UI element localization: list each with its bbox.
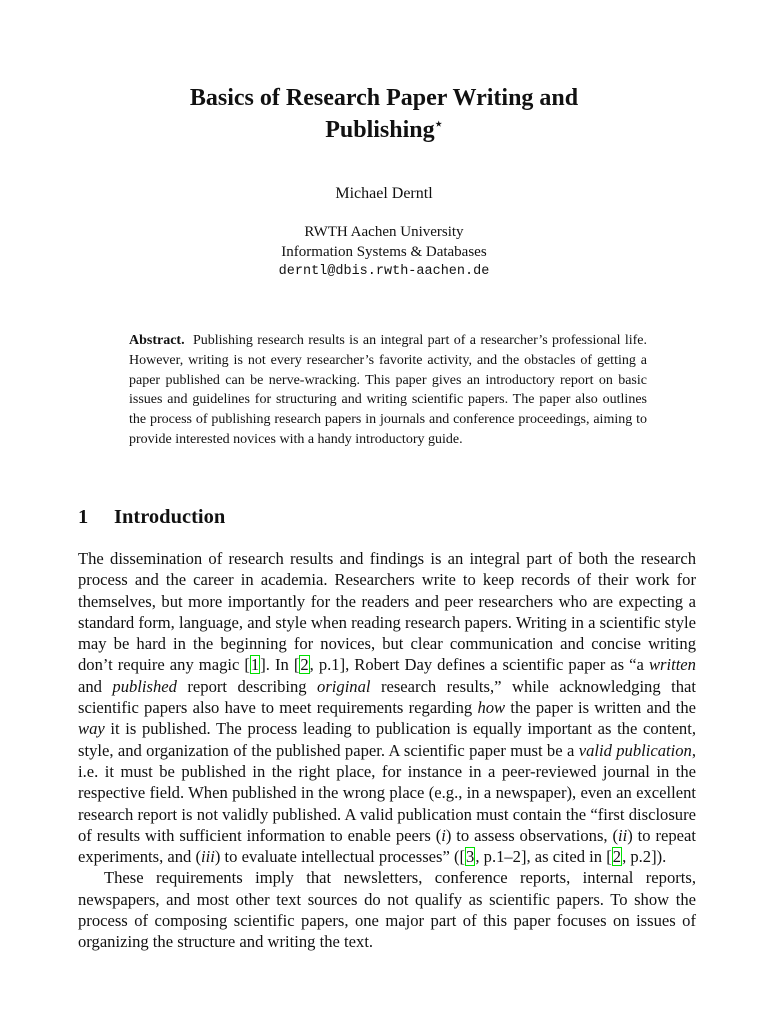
text-run: ) to assess observations, ( xyxy=(445,825,618,845)
paper-title xyxy=(120,82,648,146)
section-number: 1 xyxy=(78,506,89,528)
text-run: the paper is written and the xyxy=(505,698,696,718)
emphasis: published xyxy=(112,676,177,696)
text-run: research results,” while acknowledging that scientific papers also have to meet requirements regarding xyxy=(78,676,696,718)
text-run: ) to repeat experiments, and ( xyxy=(78,825,696,867)
abstract-text: Publishing research results is an integral part of a researcher’s professional life. However, writing is not every researcher’s favorite activity, and the obstacles of getting a paper published can be nerve-wracking. This paper gives an introductory report on basic issues and guidelines for structuring and writing scientific papers. The paper also outlines the process of publishing research papers in journals and conference proceedings, aiming to provide interested novices with a handy introductory guide. xyxy=(129,333,648,447)
text-run: , p.1–2], as cited in xyxy=(475,847,607,867)
citation-link[interactable]: 2 xyxy=(300,655,309,675)
text-run: , i.e. it must be published in the right place, for instance in a peer-reviewed journal in the respective field. When published in the wrong place (e.g., in a newspaper), even an excellent research report is not validly published. A valid publication must contain the “first disclosure of results with sufficient information to enable peers ( xyxy=(78,740,696,845)
paragraph-1: The dissemination of research results and findings is an integral part of both the research process and the career in academia. Researchers write to keep records of their work for themselves, but more importantly for the readers and peer researchers who are expecting a standard form, language, and style when reading research papers. Writing in a scientific style may be hard in the beginning for novices, but clear communication and concise writing don’t require any magic [1]. In [2, p.1], Robert Day defines a scientific paper as “a written and published report describing original research results,” while acknowledging that scientific papers also have to meet requirements regarding how the paper is written and the way it is published. The process leading to publication is equally important as the content, style, and organization of the published paper. A scientific paper must be a valid publication, i.e. it must be published in the right place, for instance in a peer-reviewed journal in the respective field. When published in the wrong place (e.g., in a newspaper), even an excellent research report is not validly published. A valid publication must contain the “first disclosure of results with sufficient information to enable peers (i) to assess observations, (ii) to repeat experiments, and (iii) to evaluate intellectual processes” ([3, p.1–2], as cited in [2, p.2]). xyxy=(78,549,696,867)
title-line-1: Basics of Research Paper Writing and xyxy=(189,85,579,111)
paragraph-2: These requirements imply that newsletters, conference reports, internal reports, newspapers, and most other text sources do not qualify as scientific papers. To show the process of composing scientific papers, one major part of this paper focuses on issues of organizing the structure and writing the text. xyxy=(78,868,696,952)
emphasis: how xyxy=(477,698,506,718)
text-run: ) to evaluate intellectual processes” ([ xyxy=(214,847,466,867)
section-title: Introduction xyxy=(114,506,226,528)
emphasis: original xyxy=(317,676,371,696)
abstract-label: Abstract. xyxy=(129,333,185,348)
emphasis: iii xyxy=(201,847,215,867)
author-email: derntl@dbis.rwth-aachen.de xyxy=(278,264,490,279)
body-text xyxy=(78,548,696,953)
text-run: , p.1], Robert Day defines a scientific paper as “a xyxy=(309,655,649,675)
text-run: and xyxy=(78,676,113,696)
emphasis: ii xyxy=(618,825,628,845)
title-footnote-mark: ⋆ xyxy=(434,116,443,131)
emphasis: i xyxy=(441,825,446,845)
text-run: , p.2]). xyxy=(622,847,667,867)
title-line-2: Publishing xyxy=(325,117,435,143)
affiliation-block xyxy=(0,222,768,282)
emphasis: written xyxy=(648,655,696,675)
text-run: The dissemination of research results and findings is an integral part of both the research process and the career in academia. Researchers write to keep records of their work for themselves, but more importantly for the readers and peer researchers who are expecting a standard form, language, and style when reading research papers. Writing in a scientific style may be hard in the beginning for novices, but clear communication and concise writing don’t require any magic xyxy=(78,549,696,675)
affiliation-department: Information Systems & Databases xyxy=(281,244,487,260)
affiliation-university: RWTH Aachen University xyxy=(304,224,464,240)
text-run: report describing xyxy=(176,676,318,696)
emphasis: way xyxy=(78,719,105,739)
citation-link[interactable]: 2 xyxy=(612,847,622,867)
abstract xyxy=(129,331,647,450)
text-run: . In xyxy=(265,655,294,675)
citation-link[interactable]: 3 xyxy=(466,847,475,867)
emphasis: valid publication xyxy=(578,740,692,760)
author-name: Michael Derntl xyxy=(335,185,433,202)
section-heading xyxy=(78,503,225,531)
citation-link[interactable]: 1 xyxy=(250,655,260,675)
text-run: it is published. The process leading to publication is equally important as the content, style, and organization of the published paper. A scientific paper must be a xyxy=(78,719,696,760)
